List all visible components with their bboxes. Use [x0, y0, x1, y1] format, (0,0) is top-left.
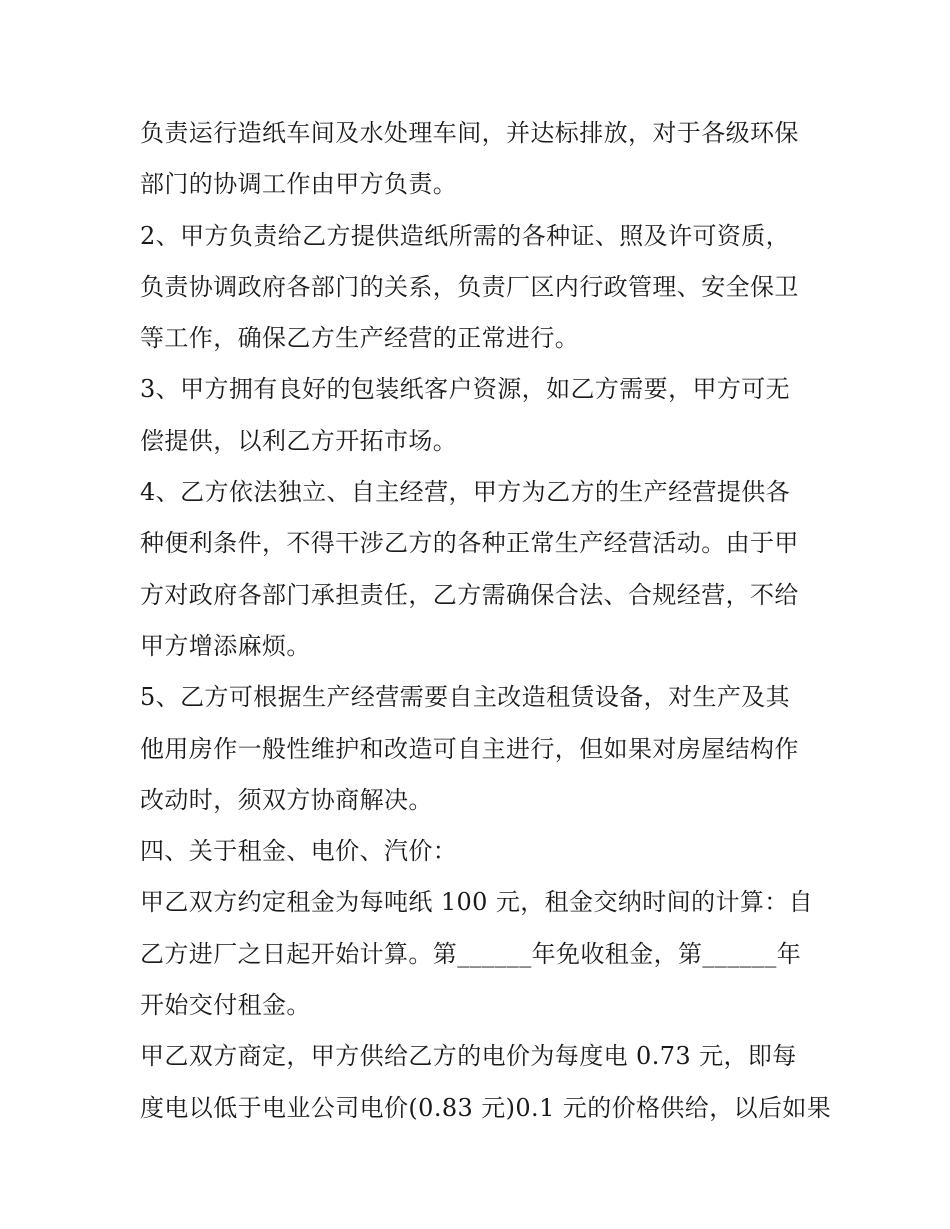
text-line: 开始交付租金。: [140, 991, 311, 1020]
section-heading: 四、关于租金、电价、汽价：: [140, 837, 458, 866]
clause-2-line: 2、甲方负责给乙方提供造纸所需的各种证、照及许可资质，: [140, 221, 791, 250]
clause-3-line: 3、甲方拥有良好的包装纸客户资源，如乙方需要，甲方可无: [140, 375, 791, 404]
text-line: 甲乙双方商定，甲方供给乙方的电价为每度电 0.73 元，即每: [140, 1042, 797, 1071]
text-line: 偿提供，以利乙方开拓市场。: [140, 426, 458, 455]
text-line: 甲方增添麻烦。: [140, 631, 311, 660]
text-line: 甲乙双方约定租金为每吨纸 100 元，租金交纳时间的计算：自: [140, 888, 814, 917]
text-line: 负责运行造纸车间及水处理车间，并达标排放，对于各级环保: [140, 119, 799, 147]
clause-4-line: 4、乙方依法独立、自主经营，甲方为乙方的生产经营提供各: [140, 478, 791, 507]
clause-5-line: 5、乙方可根据生产经营需要自主改造租赁设备，对生产及其: [140, 683, 791, 712]
text-line: 负责协调政府各部门的关系，负责厂区内行政管理、安全保卫: [140, 272, 799, 301]
text-line: 部门的协调工作由甲方负责。: [140, 170, 458, 199]
text-line: 度电以低于电业公司电价(0.83 元)0.1 元的价格供给，以后如果: [140, 1093, 832, 1122]
text-line: 等工作，确保乙方生产经营的正常进行。: [140, 324, 580, 353]
text-line: 乙方进厂之日起开始计算。第______年免收租金，第______年: [140, 939, 802, 968]
text-line: 改动时，须双方协商解决。: [140, 785, 433, 814]
text-line: 方对政府各部门承担责任，乙方需确保合法、合规经营，不给: [140, 580, 799, 609]
document-body: [140, 108, 832, 1134]
text-line: 种便利条件，不得干涉乙方的各种正常生产经营活动。由于甲: [140, 529, 799, 558]
text-line: 他用房作一般性维护和改造可自主进行，但如果对房屋结构作: [140, 734, 799, 763]
